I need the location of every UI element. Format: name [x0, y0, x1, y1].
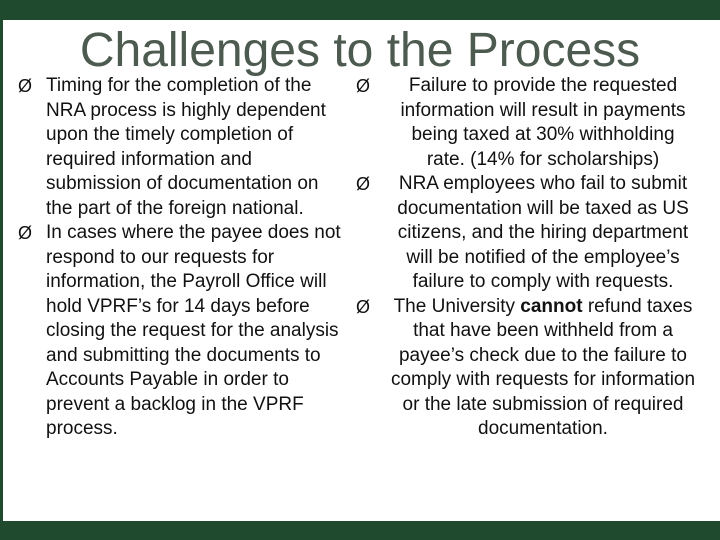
emphasis-cannot: cannot	[520, 295, 583, 317]
bullet-item	[356, 295, 696, 442]
bullet-item	[356, 74, 696, 172]
arrow-bullet-icon: Ø	[356, 296, 371, 317]
arrow-bullet-icon: Ø	[356, 76, 371, 96]
bullet-text: In cases where the payee does not respond to our requests for information, the Payroll Office will hold VPRF’s for 14 days before closing the request for the analysis and submitting the documents to Accounts Payable in order to prevent a backlog in the VPRF process.	[46, 222, 341, 439]
bullet-item	[18, 221, 348, 442]
bullet-text: Failure to provide the requested information will result in payments being taxed at 30% withholding rate. (14% for scholarships)	[400, 75, 686, 170]
top-band	[0, 0, 720, 20]
right-column	[356, 74, 696, 442]
bullet-item	[356, 172, 696, 295]
left-edge-band	[0, 20, 3, 521]
arrow-bullet-icon: Ø	[18, 76, 33, 96]
arrow-bullet-icon: Ø	[18, 223, 33, 243]
arrow-bullet-icon: Ø	[356, 174, 371, 194]
bullet-text-part: The University	[393, 295, 521, 317]
bullet-text: NRA employees who fail to submit documentation will be taxed as US citizens, and the hiring department will be notified of the employee’s failure to comply with requests.	[397, 173, 689, 292]
left-column	[18, 74, 348, 442]
bullet-text: Timing for the completion of the NRA process is highly dependent upon the timely completion of required information and submission of documentation on the part of the foreign national.	[46, 75, 326, 219]
bullet-item	[18, 74, 348, 221]
bullet-text	[390, 295, 696, 442]
bullet-text-part: refund taxes that have been withheld from a payee’s check due to the failure to comply with requests for information or the late submission of required documentation.	[390, 295, 696, 439]
bottom-band	[0, 521, 720, 540]
slide-title: Challenges to the Process	[79, 24, 641, 77]
